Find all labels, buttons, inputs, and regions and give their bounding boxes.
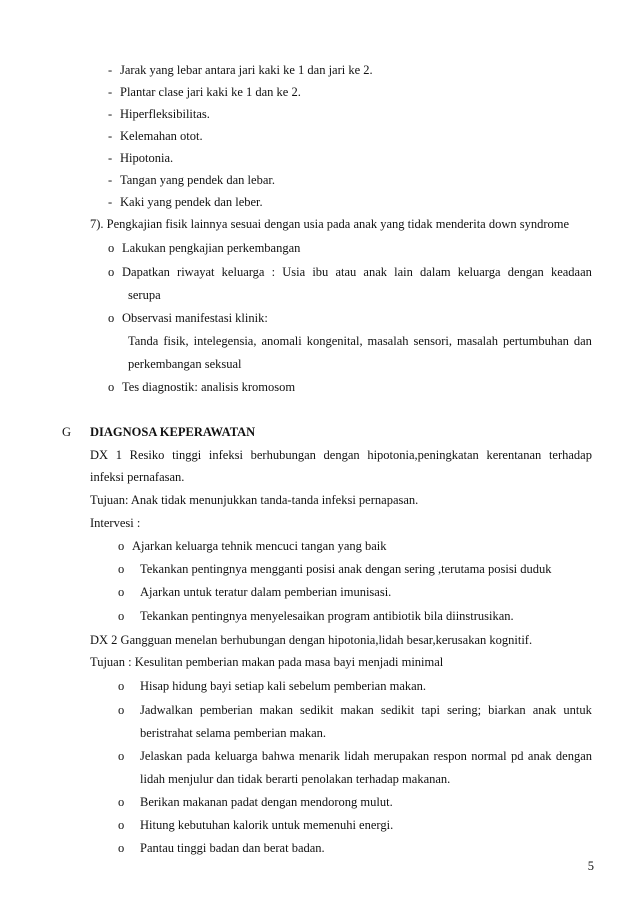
bullet-text: Berikan makanan padat dengan mendorong mulut. (140, 795, 393, 809)
section-title: DIAGNOSA KEPERAWATAN (90, 425, 256, 439)
circle-bullet: o (118, 679, 125, 693)
intervesi-label: Intervesi : (90, 516, 141, 530)
tujuan-text: Tujuan : Kesulitan pemberian makan pada masa bayi menjadi minimal (90, 655, 444, 669)
bullet-text: Pantau tinggi badan dan berat badan. (140, 841, 325, 855)
bullet-text: Hisap hidung bayi setiap kali sebelum pemberian makan. (140, 679, 427, 693)
list-item: Jarak yang lebar antara jari kaki ke 1 dan jari ke 2. (120, 63, 373, 77)
list-dash: - (108, 151, 113, 165)
bullet-text: Ajarkan untuk teratur dalam pemberian imunisasi. (140, 585, 392, 599)
list-dash: - (108, 107, 113, 121)
justified-line: Tanda fisik, intelegensia, anomali kongenital, masalah sensori, masalah pertumbuhan dan (128, 334, 592, 348)
continuation-text: perkembangan seksual (128, 357, 242, 371)
bullet-text: Hitung kebutuhan kalorik untuk memenuhi energi. (140, 818, 394, 832)
bullet-text: Tekankan pentingnya menyelesaikan program antibiotik bila diinstrusikan. (140, 609, 514, 623)
bullet-text: Tes diagnostik: analisis kromosom (122, 380, 296, 394)
circle-bullet: o (118, 818, 125, 832)
list-item: Plantar clase jari kaki ke 1 dan ke 2. (120, 85, 301, 99)
circle-bullet: o (108, 380, 115, 394)
list-item: Hiperfleksibilitas. (120, 107, 210, 121)
list-item: Kelemahan otot. (120, 129, 203, 143)
dx2-text: DX 2 Gangguan menelan berhubungan dengan hipotonia,lidah besar,kerusakan kognitif. (90, 633, 533, 647)
bullet-text: Lakukan pengkajian perkembangan (122, 241, 301, 255)
circle-bullet: o (108, 265, 115, 279)
item7-heading: 7). Pengkajian fisik lainnya sesuai dengan usia pada anak yang tidak menderita down syndrome (90, 217, 570, 231)
list-dash: - (108, 129, 113, 143)
circle-bullet: o (118, 562, 125, 576)
continuation-text: serupa (128, 288, 161, 302)
bullet-text: Observasi manifestasi klinik: (122, 311, 268, 325)
circle-bullet: o (118, 795, 125, 809)
bullet-text: Ajarkan keluarga tehnik mencuci tangan yang baik (132, 539, 387, 553)
list-item: Hipotonia. (120, 151, 174, 165)
page-number: 5 (587, 859, 594, 873)
justified-line: Jelaskan pada keluarga bahwa menarik lidah merupakan respon normal pd anak dengan (140, 749, 592, 763)
list-dash: - (108, 173, 113, 187)
list-dash: - (108, 195, 113, 209)
continuation-text: infeksi pernafasan. (90, 470, 185, 484)
list-item: Kaki yang pendek dan leber. (120, 195, 263, 209)
justified-line: Dapatkan riwayat keluarga : Usia ibu atau anak lain dalam keluarga dengan keadaan (122, 265, 592, 279)
bullet-text: Tekankan pentingnya mengganti posisi anak dengan sering ,terutama posisi duduk (140, 562, 552, 576)
circle-bullet: o (108, 241, 115, 255)
list-item: Tangan yang pendek dan lebar. (120, 173, 275, 187)
section-letter: G (62, 425, 72, 439)
justified-line: DX 1 Resiko tinggi infeksi berhubungan dengan hipotonia,peningkatan kerentanan terhadap (90, 448, 592, 462)
justified-line: Jadwalkan pemberian makan sedikit makan sedikit tapi sering; biarkan anak untuk (140, 703, 592, 717)
circle-bullet: o (118, 539, 125, 553)
tujuan-text: Tujuan: Anak tidak menunjukkan tanda-tanda infeksi pernapasan. (90, 493, 419, 507)
circle-bullet: o (108, 311, 115, 325)
circle-bullet: o (118, 609, 125, 623)
circle-bullet: o (118, 749, 125, 763)
list-dash: - (108, 63, 113, 77)
circle-bullet: o (118, 703, 125, 717)
circle-bullet: o (118, 841, 125, 855)
continuation-text: lidah menjulur dan tidak berarti penolakan terhadap makanan. (140, 772, 451, 786)
list-dash: - (108, 85, 113, 99)
continuation-text: beristrahat selama pemberian makan. (140, 726, 327, 740)
circle-bullet: o (118, 585, 125, 599)
